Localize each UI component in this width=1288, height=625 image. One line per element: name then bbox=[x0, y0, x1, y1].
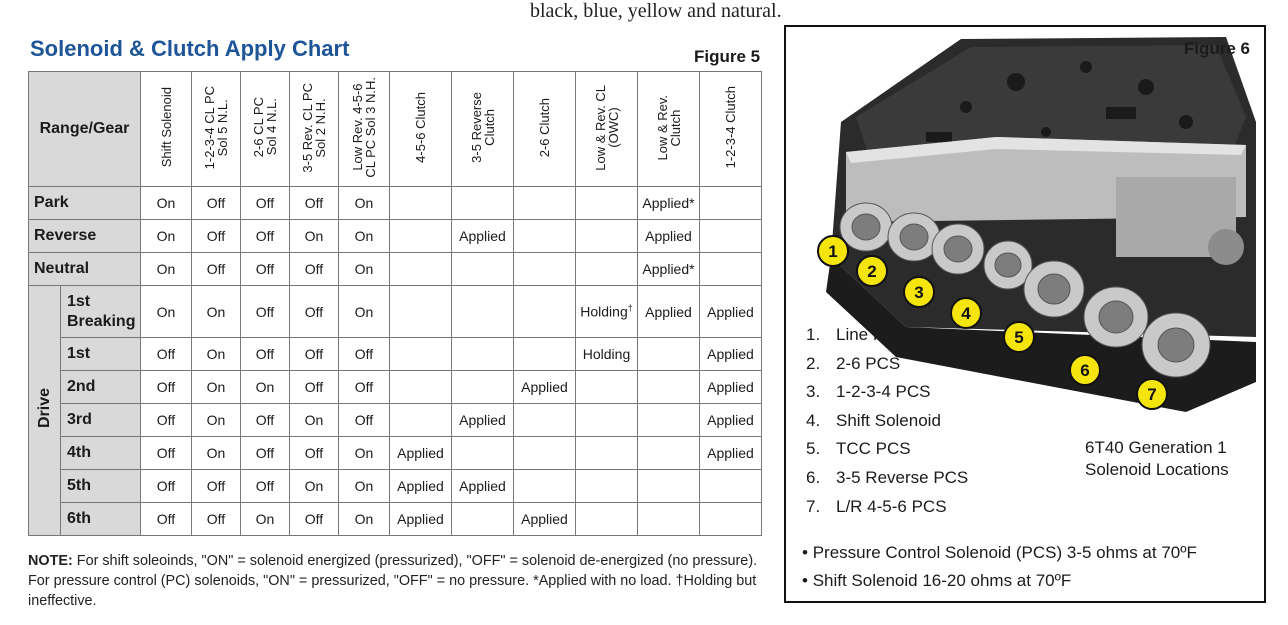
solenoid-legend bbox=[806, 321, 968, 521]
table-cell: Off bbox=[241, 253, 290, 286]
table-row bbox=[29, 286, 762, 338]
table-row bbox=[29, 470, 762, 503]
table-cell bbox=[638, 437, 700, 470]
legend-item: 3. 1-2-3-4 PCS bbox=[806, 382, 931, 402]
table-cell: On bbox=[241, 503, 290, 536]
table-cell: Applied bbox=[390, 470, 452, 503]
spec-bullets bbox=[802, 539, 1197, 595]
marker-5 bbox=[1004, 322, 1034, 352]
table-cell bbox=[576, 220, 638, 253]
column-header: 3-5 Reverse Clutch bbox=[452, 72, 514, 187]
table-cell: Off bbox=[241, 220, 290, 253]
table-cell bbox=[576, 470, 638, 503]
table-cell bbox=[452, 338, 514, 371]
column-header: Low & Rev. CL (OWC) bbox=[576, 72, 638, 187]
table-cell bbox=[514, 187, 576, 220]
svg-text:2: 2 bbox=[867, 262, 877, 281]
figure-5-label: Figure 5 bbox=[694, 47, 761, 66]
table-cell bbox=[514, 253, 576, 286]
table-cell: Off bbox=[141, 338, 192, 371]
header-text: black, blue, yellow and natural. bbox=[530, 0, 782, 22]
table-cell: Off bbox=[141, 404, 192, 437]
table-cell bbox=[576, 404, 638, 437]
table-cell bbox=[638, 503, 700, 536]
spec-bullet: • Pressure Control Solenoid (PCS) 3-5 ohms at 70ºF bbox=[802, 539, 1197, 567]
table-cell: Off bbox=[290, 253, 339, 286]
table-cell bbox=[576, 503, 638, 536]
table-cell: Off bbox=[241, 470, 290, 503]
table-cell: Off bbox=[241, 338, 290, 371]
marker-2 bbox=[857, 256, 887, 286]
table-row bbox=[29, 404, 762, 437]
table-cell bbox=[390, 286, 452, 338]
table-cell: Applied bbox=[700, 404, 762, 437]
chart-note bbox=[28, 551, 773, 611]
legend-item: 2. 2-6 PCS bbox=[806, 353, 901, 373]
table-cell bbox=[700, 220, 762, 253]
table-cell bbox=[514, 220, 576, 253]
column-header: 2-6 CL PC Sol 4 N.L. bbox=[241, 72, 290, 187]
table-cell: On bbox=[192, 338, 241, 371]
table-cell: Applied bbox=[700, 338, 762, 371]
table-cell: On bbox=[290, 220, 339, 253]
table-cell: Applied bbox=[390, 437, 452, 470]
figure-6-label: Figure 6 bbox=[1183, 39, 1250, 58]
marker-1 bbox=[818, 236, 848, 266]
table-row bbox=[29, 437, 762, 470]
table-cell bbox=[452, 371, 514, 404]
note-label: NOTE: bbox=[28, 553, 73, 569]
table-cell: Off bbox=[241, 187, 290, 220]
table-cell bbox=[514, 338, 576, 371]
table-cell: Off bbox=[141, 371, 192, 404]
column-header: 1-2-3-4 CL PC Sol 5 N.L. bbox=[192, 72, 241, 187]
table-header-row bbox=[29, 72, 762, 187]
gear-label: 1st Breaking bbox=[61, 286, 141, 338]
svg-text:3: 3 bbox=[914, 283, 924, 302]
gear-label: 1st bbox=[61, 338, 141, 371]
table-cell: Off bbox=[241, 437, 290, 470]
column-header: Low Rev. 4-5-6 CL PC Sol 3 N.H. bbox=[339, 72, 390, 187]
table-cell: On bbox=[339, 187, 390, 220]
table-cell: Off bbox=[141, 470, 192, 503]
table-cell: Applied bbox=[638, 286, 700, 338]
table-cell bbox=[390, 338, 452, 371]
table-cell bbox=[638, 371, 700, 404]
svg-text:6: 6 bbox=[1080, 361, 1090, 380]
svg-text:1: 1 bbox=[828, 242, 838, 261]
gear-label: 6th bbox=[61, 503, 141, 536]
table-row bbox=[29, 371, 762, 404]
gear-label: 3rd bbox=[61, 404, 141, 437]
table-cell: On bbox=[339, 220, 390, 253]
table-cell: On bbox=[290, 470, 339, 503]
table-cell bbox=[452, 503, 514, 536]
table-cell: On bbox=[192, 404, 241, 437]
table-cell: Off bbox=[192, 220, 241, 253]
table-cell: Off bbox=[290, 286, 339, 338]
table-cell bbox=[576, 187, 638, 220]
marker-7 bbox=[1137, 379, 1167, 409]
drive-label: Drive bbox=[29, 286, 61, 536]
table-cell bbox=[390, 253, 452, 286]
table-cell: Off bbox=[192, 187, 241, 220]
table-cell: Off bbox=[290, 338, 339, 371]
note-text: For shift soleoinds, "ON" = solenoid energized (pressurized), "OFF" = solenoid de-energized (no pressure). For pressure control (PC) solenoids, "ON" = pressurized, "OFF" = no pressure. *Applied with no load. †Holding but ineffective. bbox=[28, 553, 758, 609]
svg-text:4: 4 bbox=[961, 304, 971, 323]
table-cell: Off bbox=[192, 470, 241, 503]
table-cell bbox=[700, 187, 762, 220]
table-cell bbox=[638, 470, 700, 503]
figure-6-panel bbox=[784, 25, 1266, 603]
table-cell: Off bbox=[141, 503, 192, 536]
table-cell: Applied bbox=[452, 404, 514, 437]
table-cell: Applied bbox=[700, 437, 762, 470]
legend-item: 7. L/R 4-5-6 PCS bbox=[806, 496, 947, 516]
chart-title: Solenoid & Clutch Apply Chart bbox=[30, 36, 350, 61]
table-cell bbox=[390, 220, 452, 253]
table-row bbox=[29, 338, 762, 371]
table-cell bbox=[514, 437, 576, 470]
legend-item: 6. 3-5 Reverse PCS bbox=[806, 467, 969, 487]
table-cell bbox=[514, 470, 576, 503]
table-cell: Off bbox=[290, 371, 339, 404]
table-cell bbox=[514, 404, 576, 437]
legend-item: 4. Shift Solenoid bbox=[806, 410, 941, 430]
legend-item: 5. TCC PCS bbox=[806, 439, 911, 459]
table-cell: Applied bbox=[700, 371, 762, 404]
table-cell bbox=[452, 253, 514, 286]
table-cell bbox=[452, 187, 514, 220]
table-cell: Off bbox=[241, 404, 290, 437]
table-cell bbox=[452, 286, 514, 338]
table-cell bbox=[576, 371, 638, 404]
table-cell: On bbox=[241, 371, 290, 404]
column-header: 4-5-6 Clutch bbox=[390, 72, 452, 187]
svg-text:5: 5 bbox=[1014, 328, 1024, 347]
range-gear-header: Range/Gear bbox=[29, 72, 141, 187]
table-cell: On bbox=[339, 503, 390, 536]
table-cell bbox=[576, 253, 638, 286]
column-header: 3-5 Rev. CL PC Sol 2 N.H. bbox=[290, 72, 339, 187]
table-cell: On bbox=[339, 253, 390, 286]
table-cell bbox=[452, 437, 514, 470]
row-label: Neutral bbox=[29, 253, 141, 286]
table-cell bbox=[700, 470, 762, 503]
column-header: 2-6 Clutch bbox=[514, 72, 576, 187]
gear-label: 2nd bbox=[61, 371, 141, 404]
table-cell: Holding bbox=[576, 338, 638, 371]
table-cell: Holding† bbox=[576, 286, 638, 338]
table-row bbox=[29, 253, 762, 286]
svg-text:7: 7 bbox=[1147, 385, 1157, 404]
table-cell: On bbox=[141, 286, 192, 338]
row-label: Park bbox=[29, 187, 141, 220]
table-cell: Off bbox=[290, 187, 339, 220]
table-cell: Off bbox=[339, 404, 390, 437]
gear-label: 5th bbox=[61, 470, 141, 503]
table-cell bbox=[390, 404, 452, 437]
table-cell: On bbox=[290, 404, 339, 437]
table-cell: Off bbox=[141, 437, 192, 470]
dagger-mark: † bbox=[627, 303, 633, 314]
table-cell: Off bbox=[290, 437, 339, 470]
table-cell: Off bbox=[290, 503, 339, 536]
table-cell: On bbox=[141, 253, 192, 286]
table-cell bbox=[390, 371, 452, 404]
table-cell: Applied bbox=[390, 503, 452, 536]
table-cell: On bbox=[339, 437, 390, 470]
table-cell: Off bbox=[192, 253, 241, 286]
table-cell bbox=[700, 253, 762, 286]
table-cell: Off bbox=[192, 503, 241, 536]
table-cell: Off bbox=[241, 286, 290, 338]
column-header: Shift Solenoid bbox=[141, 72, 192, 187]
table-cell: On bbox=[141, 220, 192, 253]
table-cell: On bbox=[192, 437, 241, 470]
table-cell: Applied* bbox=[638, 253, 700, 286]
table-cell: Off bbox=[339, 371, 390, 404]
table-cell: Applied* bbox=[638, 187, 700, 220]
column-header: 1-2-3-4 Clutch bbox=[700, 72, 762, 187]
table-cell: On bbox=[192, 371, 241, 404]
column-header: Low & Rev. Clutch bbox=[638, 72, 700, 187]
spec-bullet: • Shift Solenoid 16-20 ohms at 70ºF bbox=[802, 567, 1197, 595]
table-cell: Applied bbox=[514, 371, 576, 404]
table-cell: Applied bbox=[452, 470, 514, 503]
table-cell bbox=[514, 286, 576, 338]
marker-3 bbox=[904, 277, 934, 307]
table-row bbox=[29, 503, 762, 536]
table-cell: On bbox=[192, 286, 241, 338]
apply-chart-table bbox=[28, 71, 762, 536]
table-row bbox=[29, 187, 762, 220]
table-cell: On bbox=[141, 187, 192, 220]
table-cell: On bbox=[339, 470, 390, 503]
table-cell: Applied bbox=[452, 220, 514, 253]
table-cell: On bbox=[339, 286, 390, 338]
legend-item: 1. Line PCS bbox=[806, 325, 908, 344]
table-cell: Applied bbox=[514, 503, 576, 536]
marker-6 bbox=[1070, 355, 1100, 385]
table-cell bbox=[576, 437, 638, 470]
table-cell bbox=[638, 338, 700, 371]
table-cell: Off bbox=[339, 338, 390, 371]
table-cell bbox=[700, 503, 762, 536]
row-label: Reverse bbox=[29, 220, 141, 253]
table-cell: Applied bbox=[700, 286, 762, 338]
gear-label: 4th bbox=[61, 437, 141, 470]
table-cell bbox=[390, 187, 452, 220]
table-cell bbox=[638, 404, 700, 437]
figure-caption: 6T40 Generation 1 Solenoid Locations bbox=[1085, 438, 1229, 479]
table-cell: Applied bbox=[638, 220, 700, 253]
table-row bbox=[29, 220, 762, 253]
